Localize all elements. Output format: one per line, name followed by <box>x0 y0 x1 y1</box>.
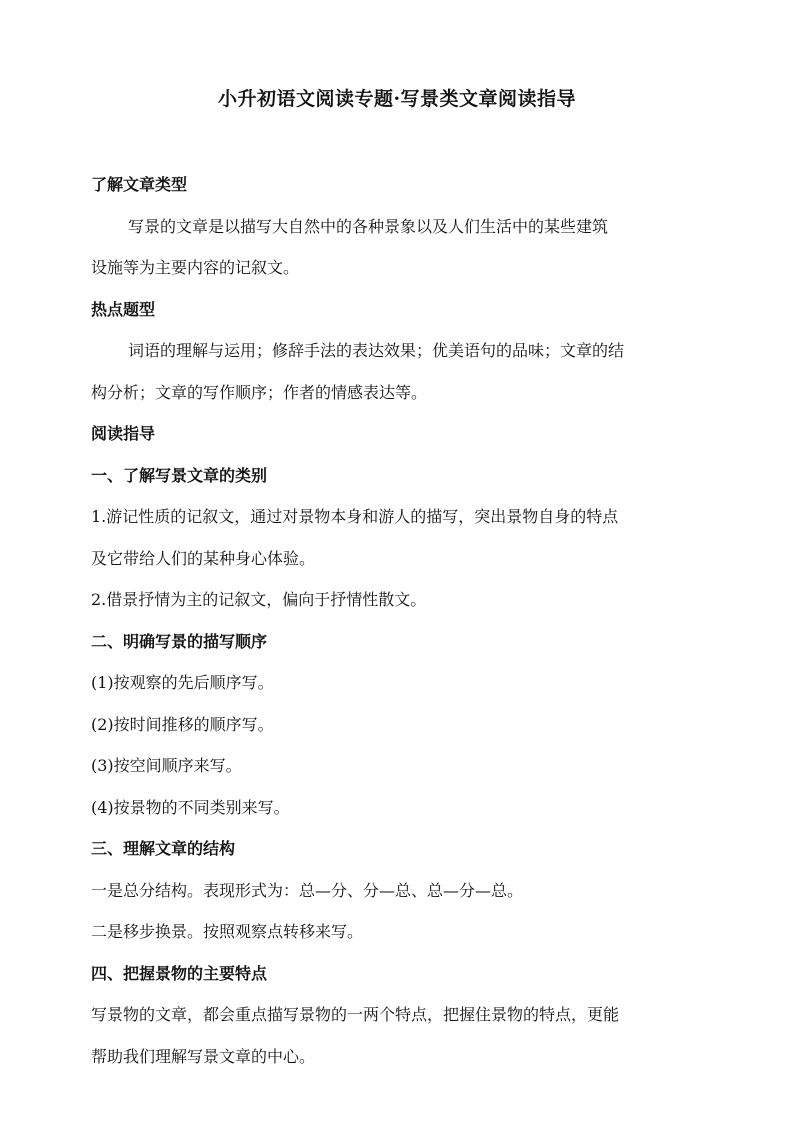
paragraph-line: 二是移步换景。按照观察点转移来写。 <box>91 922 364 941</box>
list-item: 1.游记性质的记叙文，通过对景物本身和游人的描写，突出景物自身的特点 <box>91 507 619 526</box>
paragraph-line: 一是总分结构。表现形式为：总—分、分—总、总—分—总。 <box>91 880 524 900</box>
page-title: 小升初语文阅读专题·写景类文章阅读指导 <box>217 88 577 110</box>
section-heading-hot-question-types: 热点题型 <box>91 299 156 319</box>
list-item: 2.借景抒情为主的记叙文，偏向于抒情性散文。 <box>91 590 427 609</box>
subsection-heading-3: 三、理解文章的结构 <box>91 839 236 858</box>
subsection-heading-1: 一、了解写景文章的类别 <box>91 465 268 485</box>
paragraph-line: 帮助我们理解写景文章的中心。 <box>91 1046 316 1066</box>
paragraph-line: 构分析；文章的写作顺序；作者的情感表达等。 <box>91 382 428 402</box>
list-item: (4)按景物的不同类别来写。 <box>91 797 290 817</box>
paragraph-line: 写景的文章是以描写大自然中的各种景象以及人们生活中的某些建筑 <box>128 216 609 236</box>
subsection-heading-2: 二、明确写景的描写顺序 <box>91 631 268 651</box>
list-item: (1)按观察的先后顺序写。 <box>91 673 274 692</box>
subsection-heading-4: 四、把握景物的主要特点 <box>91 963 268 983</box>
section-heading-article-type: 了解文章类型 <box>91 175 188 194</box>
list-item: (3)按空间顺序来写。 <box>91 756 242 775</box>
list-item: (2)按时间推移的顺序写。 <box>91 714 274 734</box>
paragraph-line: 词语的理解与运用；修辞手法的表达效果；优美语句的品味；文章的结 <box>128 341 625 360</box>
document-body <box>91 164 707 1077</box>
paragraph-line: 写景物的文章，都会重点描写景物的一两个特点，把握住景物的特点，更能 <box>91 1005 620 1024</box>
paragraph-line: 设施等为主要内容的记叙文。 <box>91 258 300 277</box>
section-heading-reading-guidance: 阅读指导 <box>91 424 156 443</box>
list-item-continuation: 及它带给人们的某种身心体验。 <box>91 548 316 568</box>
